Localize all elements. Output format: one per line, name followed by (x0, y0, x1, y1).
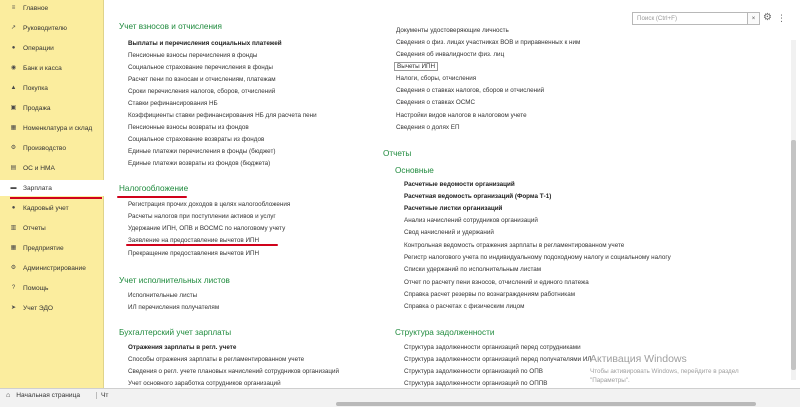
sidebar-item-label: Производство (23, 144, 66, 152)
more-icon[interactable]: ⋮ (777, 13, 786, 23)
assets-icon: ▤ (10, 164, 17, 171)
link-item[interactable]: Единые платежи возвраты из фондов (бюджета) (128, 160, 271, 167)
purchase-icon: ▲ (10, 84, 17, 91)
link-item[interactable]: Выплаты и перечисления социальных платежей (128, 40, 282, 47)
send-icon: ➤ (10, 304, 17, 311)
sidebar-item-reports[interactable] (0, 220, 104, 236)
horizontal-scrollbar[interactable] (336, 402, 756, 406)
report-link[interactable]: Расчетные ведомости организаций (404, 181, 515, 188)
link-item[interactable]: Сроки перечисления налогов, сборов, отчислений (128, 88, 276, 95)
production-icon: ⚙ (10, 144, 17, 151)
sidebar-item-enterprise[interactable] (0, 240, 104, 256)
sales-icon: ▣ (10, 104, 17, 111)
sidebar-item-production[interactable] (0, 140, 104, 156)
sidebar-item-admin[interactable] (0, 260, 104, 276)
link-item[interactable]: Социальное страхование возвраты из фондов (128, 136, 265, 143)
sidebar (0, 0, 104, 388)
chart-icon: ↗ (10, 24, 17, 31)
report-link[interactable]: Структура задолженности организаций перед сотрудниками (404, 344, 581, 351)
search-input[interactable]: Поиск (Ctrl+F) (632, 12, 748, 25)
link-item[interactable]: Сведения о долях ЕП (396, 124, 460, 131)
link-item[interactable]: Пенсионные взносы возвраты из фондов (128, 124, 249, 131)
link-item[interactable]: Социальное страхование перечисления в фонды (128, 64, 273, 71)
link-item[interactable]: ИЛ перечисления получателям (128, 304, 220, 311)
report-link[interactable]: Регистр налогового учета по индивидуальному подоходному налогу и социальному налогу (404, 254, 671, 261)
sidebar-item-label: Учет ЭДО (23, 304, 54, 312)
report-link[interactable]: Справка о расчетах с физическим лицом (404, 303, 525, 310)
link-item[interactable]: Учет основного заработка сотрудников организаций (128, 380, 281, 387)
link-item[interactable]: Расчеты налогов при поступлении активов и услуг (128, 213, 276, 220)
link-item[interactable]: Сведения о регл. учете плановых начислений сотрудников организаций (128, 368, 340, 375)
bank-icon: ◉ (10, 64, 17, 71)
section-heading-debt: Структура задолженности (395, 328, 495, 337)
scrollbar-thumb[interactable] (791, 140, 796, 370)
link-item[interactable]: Способы отражения зарплаты в регламентированном учете (128, 356, 305, 363)
section-heading-basic: Основные (395, 166, 434, 175)
link-item[interactable]: Сведения о физ. лицах участниках ВОВ и приравненных к ним (396, 39, 581, 46)
link-item[interactable]: Сведения о ставках налогов, сборов и отчислений (396, 87, 545, 94)
link-item[interactable]: Документы удостоверяющие личность (396, 27, 509, 34)
salary-icon: ▬ (10, 184, 17, 191)
watermark-line: Чтобы активировать Windows, перейдите в раздел (590, 368, 739, 375)
enterprise-icon: ▦ (10, 244, 17, 251)
sidebar-item-label: ОС и НМА (23, 164, 55, 172)
vertical-scrollbar[interactable] (791, 40, 796, 380)
sidebar-item-label: Помощь (23, 284, 49, 292)
clear-search-icon[interactable]: × (748, 12, 760, 25)
sidebar-item-label: Покупка (23, 84, 48, 92)
sidebar-item-warehouse[interactable] (0, 120, 104, 136)
report-link[interactable]: Отчет по расчету пени взносов, отчислений и единого платежа (404, 279, 589, 286)
section-heading-writs: Учет исполнительных листов (119, 276, 230, 285)
sidebar-item-help[interactable] (0, 280, 104, 296)
red-underline (117, 196, 187, 198)
menu-icon: ≡ (11, 4, 16, 11)
link-item[interactable]: Отражения зарплаты в регл. учете (128, 344, 237, 351)
sidebar-item-label: Администрирование (23, 264, 86, 272)
warehouse-icon: ▦ (10, 124, 17, 131)
section-heading-taxation: Налогообложение (119, 184, 189, 193)
link-item[interactable]: Удержание ИПН, ОПВ и ВОСМС по налоговому учету (128, 225, 286, 232)
report-link[interactable]: Расчетная ведомость организаций (Форма Т-1) (404, 193, 552, 200)
sidebar-item-main[interactable] (0, 0, 104, 16)
report-link[interactable]: Списки удержаний по исполнительным листам (404, 266, 542, 273)
sidebar-item-hr[interactable] (0, 200, 104, 216)
link-item[interactable]: Исполнительные листы (128, 292, 198, 299)
help-icon: ? (11, 284, 16, 291)
report-link[interactable]: Справка расчет резервы по вознаграждениям работникам (404, 291, 576, 298)
sidebar-item-purchase[interactable] (0, 80, 104, 96)
sidebar-item-label: Зарплата (23, 184, 52, 192)
reports-icon: ▥ (10, 224, 17, 231)
link-item[interactable]: Расчет пени по взносам и отчислениям, платежам (128, 76, 276, 83)
sidebar-item-label: Банк и касса (23, 64, 62, 72)
home-tab[interactable] (6, 392, 80, 399)
watermark-line: "Параметры". (590, 377, 630, 384)
operations-icon: ● (11, 44, 16, 51)
report-link[interactable]: Структура задолженности организаций перед получателями ИЛ (404, 356, 592, 363)
link-item[interactable]: Сведения об инвалидности физ. лиц (396, 51, 505, 58)
hr-icon: ● (11, 204, 16, 211)
home-icon: ⌂ (6, 392, 11, 399)
section-panel (105, 0, 788, 388)
report-link[interactable]: Структура задолженности организаций по ОППВ (404, 380, 548, 387)
section-heading-reports: Отчеты (383, 149, 412, 158)
report-link[interactable]: Свод начислений и удержаний (404, 229, 494, 236)
sidebar-item-edo[interactable] (0, 300, 104, 316)
report-link[interactable]: Структура задолженности организаций по ОПВ (404, 368, 543, 375)
link-item[interactable]: Настройки видов налогов в налоговом учете (396, 112, 527, 119)
sidebar-item-salary[interactable] (0, 180, 104, 196)
sidebar-item-label: Отчеты (23, 224, 46, 232)
link-item[interactable]: Ставки рефинансирования НБ (128, 100, 218, 107)
sidebar-item-label: Продажа (23, 104, 51, 112)
section-heading-contributions: Учет взносов и отчисления (119, 22, 222, 31)
open-tab[interactable]: Чт (96, 392, 108, 399)
link-item[interactable]: Сведения о ставках ОСМС (396, 99, 476, 106)
link-item[interactable]: Налоги, сборы, отчисления (396, 75, 477, 82)
red-underline (126, 244, 278, 246)
link-item[interactable]: Единые платежи перечисления в фонды (бюджет) (128, 148, 276, 155)
link-item[interactable]: Коэффициенты ставки рефинансирования НБ для расчета пени (128, 112, 317, 119)
section-heading-accounting: Бухгалтерский учет зарплаты (119, 328, 232, 337)
link-item[interactable]: Пенсионные взносы перечисления в фонды (128, 52, 258, 59)
link-item[interactable]: Прекращение предоставления вычетов ИПН (128, 250, 260, 257)
link-item[interactable]: Регистрация прочих доходов в целях налогообложения (128, 201, 291, 208)
sidebar-item-manager[interactable] (0, 20, 104, 36)
sidebar-item-label: Руководителю (23, 24, 67, 32)
report-link[interactable]: Контрольная ведомость отражения зарплаты в регламентированном учете (404, 242, 625, 249)
sidebar-item-label: Кадровый учет (23, 204, 69, 212)
sidebar-item-operations[interactable] (0, 40, 104, 56)
watermark-title: Активация Windows (590, 353, 687, 365)
link-item-focused[interactable]: Вычеты ИПН (394, 62, 438, 71)
sidebar-item-label: Предприятие (23, 244, 64, 252)
sidebar-item-assets[interactable] (0, 160, 104, 176)
sidebar-item-bank[interactable] (0, 60, 104, 76)
report-link[interactable]: Расчетные листки организаций (404, 205, 503, 212)
sidebar-item-sales[interactable] (0, 100, 104, 116)
sidebar-item-label: Номенклатура и склад (23, 124, 93, 132)
sidebar-item-label: Операции (23, 44, 54, 52)
home-tab-label: Начальная страница (16, 392, 81, 399)
gear-icon[interactable]: ⚙ (763, 12, 772, 23)
gear-icon: ⚙ (10, 264, 17, 271)
link-item[interactable]: Заявление на предоставление вычетов ИПН (128, 237, 260, 244)
report-link[interactable]: Анализ начислений сотрудников организаций (404, 217, 538, 224)
sidebar-item-label: Главное (23, 4, 49, 12)
